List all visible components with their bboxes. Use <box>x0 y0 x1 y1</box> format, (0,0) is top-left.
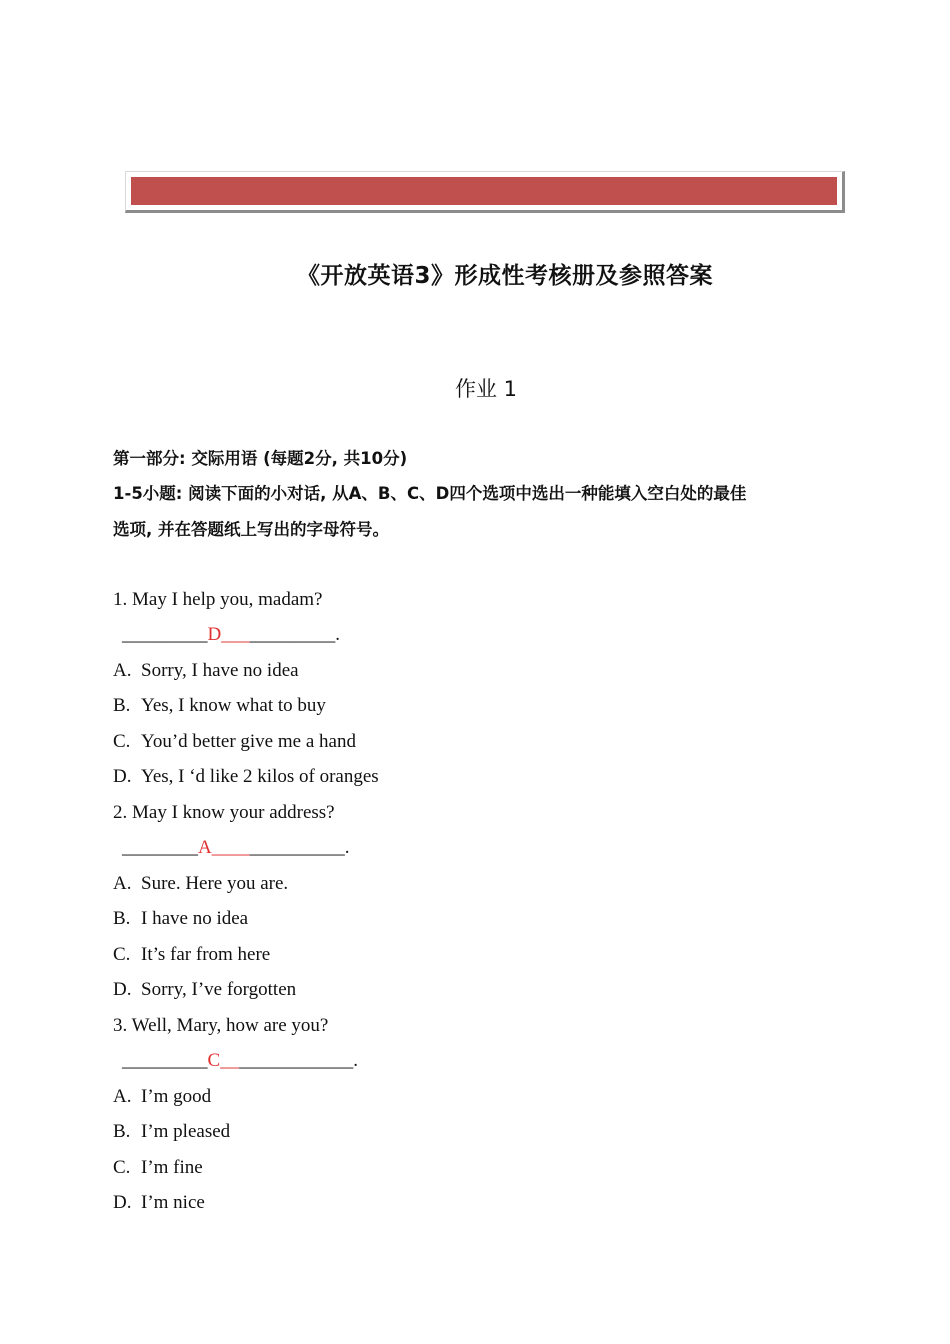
blank-before: _________ <box>122 1050 208 1071</box>
question-2-answer-blank <box>122 836 349 860</box>
option-letter: C. <box>113 1157 131 1178</box>
option-letter: D. <box>113 1192 132 1213</box>
option-text: I have no idea <box>141 908 249 929</box>
option-text: Yes, I know what to buy <box>141 695 326 716</box>
option-letter: B. <box>113 695 131 716</box>
option-letter: A. <box>113 1086 132 1107</box>
option-text: Sure. Here you are. <box>141 873 289 894</box>
blank-before: _________ <box>122 624 208 645</box>
blank-after: ____________. <box>239 1050 358 1071</box>
option-text: I’m good <box>141 1086 212 1107</box>
question-3-prompt: 3. Well, Mary, how are you? <box>113 1015 329 1036</box>
question-3-option-a <box>113 1085 211 1109</box>
option-text: I’m nice <box>141 1192 205 1213</box>
option-text: I’m pleased <box>141 1121 231 1142</box>
option-text: Sorry, I’ve forgotten <box>141 979 297 1000</box>
option-letter: A. <box>113 660 132 681</box>
option-letter: D. <box>113 766 132 787</box>
document-title: 《开放英语3》形成性考核册及参照答案 <box>296 263 713 289</box>
homework-title: 作业 1 <box>454 377 518 401</box>
question-1-answer-blank <box>122 623 340 647</box>
instruction-line-2: 选项, 并在答题纸上写出的字母符号。 <box>113 520 390 539</box>
question-1-option-a <box>113 659 299 683</box>
option-letter: A. <box>113 873 132 894</box>
question-2-option-d <box>113 978 296 1002</box>
question-3-option-b <box>113 1120 230 1144</box>
option-text: Yes, I ‘d like 2 kilos of oranges <box>141 766 379 787</box>
option-text: It’s far from here <box>141 944 271 965</box>
question-2-answer: A____ <box>198 837 250 858</box>
header-banner <box>125 171 845 213</box>
blank-after: _________. <box>249 624 340 645</box>
option-letter: C. <box>113 731 131 752</box>
question-3-option-d <box>113 1191 205 1215</box>
instruction-line-1: 1-5小题: 阅读下面的小对话, 从A、B、C、D四个选项中选出一种能填入空白处的最佳 <box>113 484 747 503</box>
question-2-option-c <box>113 943 270 967</box>
option-text: You’d better give me a hand <box>141 731 356 752</box>
blank-before: ________ <box>122 837 198 858</box>
question-2-option-b <box>113 907 248 931</box>
question-1-option-d <box>113 765 379 789</box>
option-letter: B. <box>113 908 131 929</box>
question-2-option-a <box>113 872 288 896</box>
blank-after: __________. <box>249 837 350 858</box>
question-1-answer: D___ <box>207 624 250 645</box>
part-heading: 第一部分: 交际用语 (每题2分, 共10分) <box>113 449 408 468</box>
question-1-option-c <box>113 730 356 754</box>
option-text: I’m fine <box>141 1157 203 1178</box>
question-1-option-b <box>113 694 326 718</box>
option-letter: D. <box>113 979 132 1000</box>
question-1-prompt: 1. May I help you, madam? <box>113 589 323 610</box>
question-3-option-c <box>113 1156 203 1180</box>
question-3-answer-blank <box>122 1049 358 1073</box>
header-banner-bar <box>131 177 837 205</box>
option-letter: C. <box>113 944 131 965</box>
question-3-answer: C__ <box>207 1050 240 1071</box>
option-letter: B. <box>113 1121 131 1142</box>
question-2-prompt: 2. May I know your address? <box>113 802 335 823</box>
option-text: Sorry, I have no idea <box>141 660 299 681</box>
